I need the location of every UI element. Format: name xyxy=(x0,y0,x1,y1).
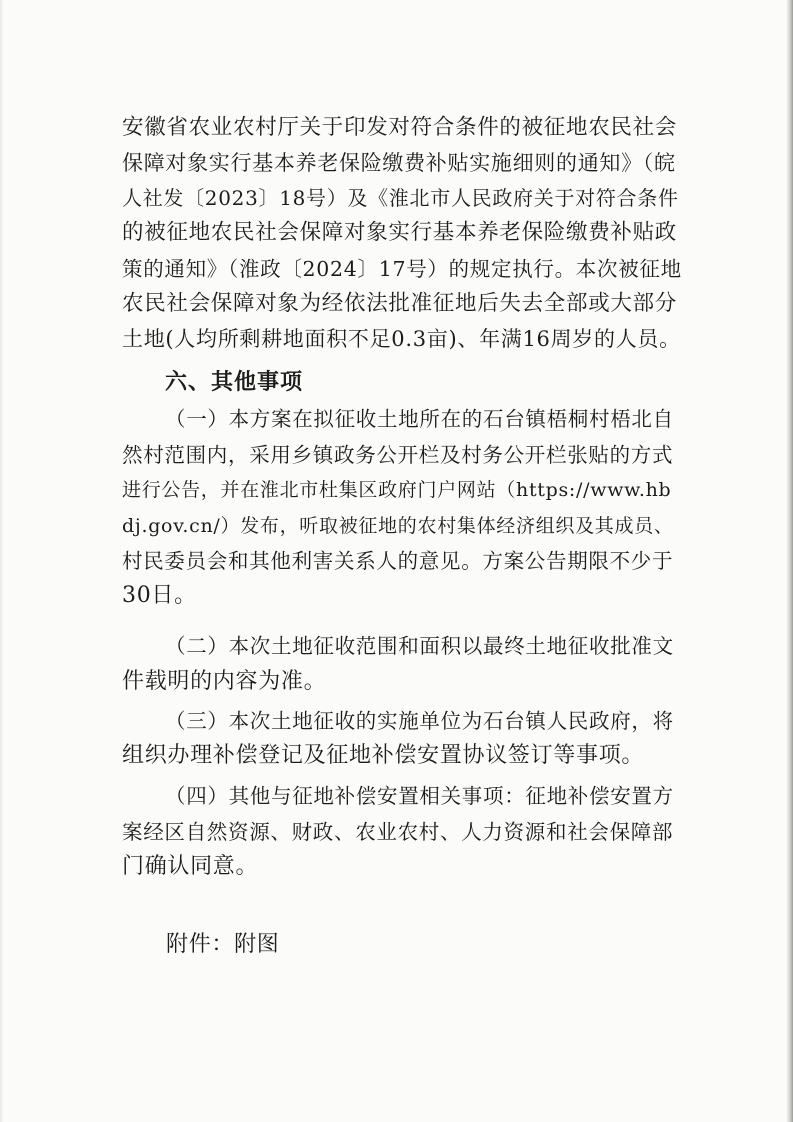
paragraph-line: 进行公告，并在淮北市杜集区政府门户网站（https://www.hb xyxy=(122,479,672,501)
paragraph-line: dj.gov.cn/）发布，听取被征地的农村集体经济组织及其成员、 xyxy=(122,515,674,537)
paragraph-line: （四）其他与征地补偿安置相关事项：征地补偿安置方 xyxy=(165,784,674,808)
paragraph-line: 组织办理补偿登记及征地补偿安置协议签订等事项。 xyxy=(122,743,645,768)
attachment-note: 附件：附图 xyxy=(166,932,280,957)
paragraph-line: 人社发〔2023〕18号）及《淮北市人民政府关于对符合条件 xyxy=(122,186,679,210)
paragraph-line: （一）本方案在拟征收土地所在的石台镇梧桐村梧北自 xyxy=(165,407,674,431)
paragraph-line: 村民委员会和其他利害关系人的意见。方案公告期限不少于 xyxy=(122,549,674,573)
paragraph-line: 土地(人均所剩耕地面积不足0.3亩)、年满16周岁的人员。 xyxy=(122,327,681,351)
paragraph-line: （二）本次土地征收范围和面积以最终土地征收批准文 xyxy=(165,634,674,658)
paragraph-line: 农民社会保障对象为经依法批准征地后失去全部或大部分 xyxy=(122,291,678,316)
paragraph-line: 门确认同意。 xyxy=(122,854,259,879)
paragraph-line: 策的通知》（淮政〔2024〕17号）的规定执行。本次被征地 xyxy=(122,257,682,281)
paragraph-line: 然村范围内，采用乡镇政务公开栏及村务公开栏张贴的方式 xyxy=(122,443,674,467)
paragraph-line: 件载明的内容为准。 xyxy=(122,669,327,694)
paragraph-line: 案经区自然资源、财政、农业农村、人力资源和社会保障部 xyxy=(122,820,674,844)
paragraph-line: 30日。 xyxy=(122,583,197,608)
paragraph-line: 保障对象实行基本养老保险缴费补贴实施细则的通知》（皖 xyxy=(122,151,676,175)
paragraph-line: 的被征地农民社会保障对象实行基本养老保险缴费补贴政 xyxy=(122,220,678,245)
paragraph-line: 安徽省农业农村厅关于印发对符合条件的被征地农民社会 xyxy=(122,115,678,140)
paragraph-line: （三）本次土地征收的实施单位为石台镇人民政府，将 xyxy=(165,709,674,733)
section-heading: 六、其他事项 xyxy=(165,370,304,395)
